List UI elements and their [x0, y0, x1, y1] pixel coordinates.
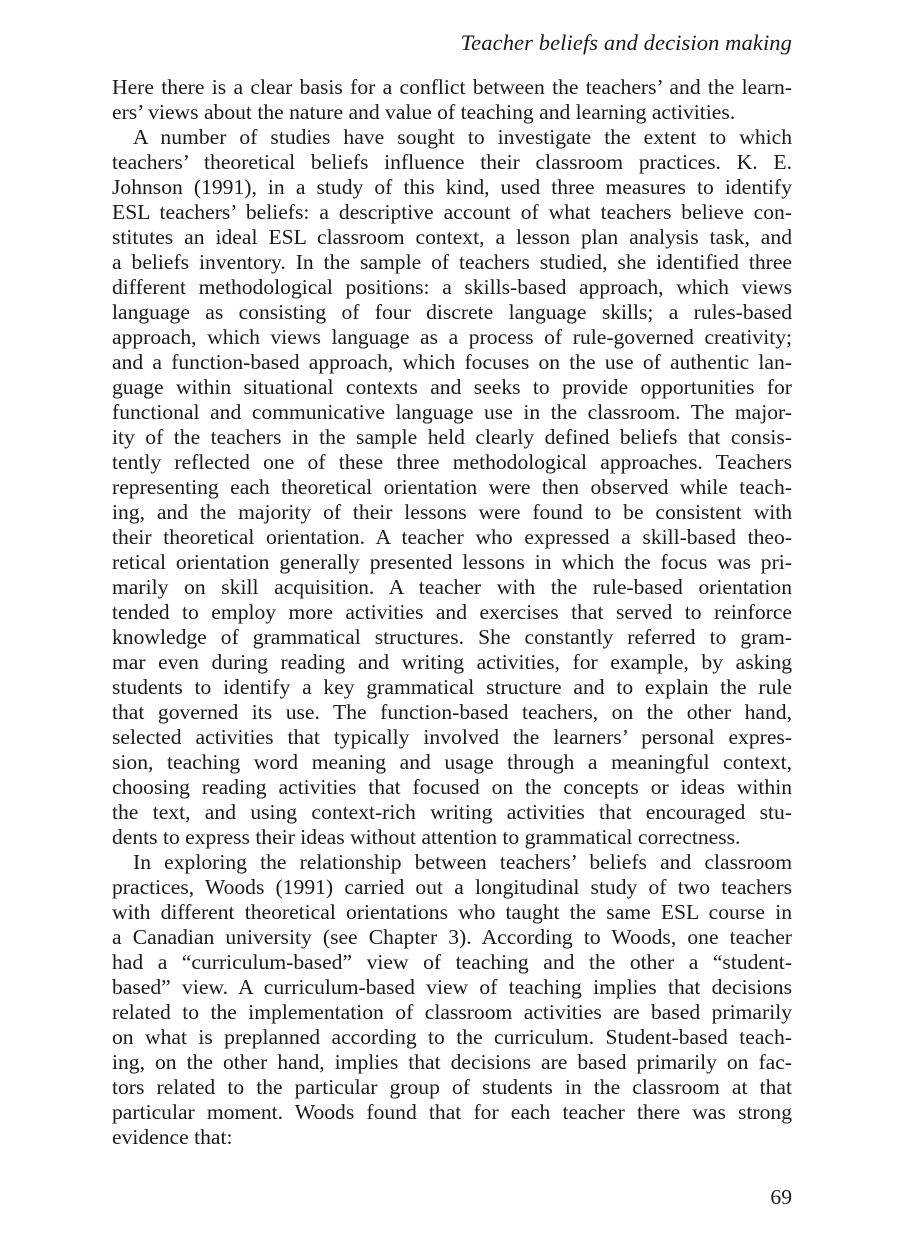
text-line: a beliefs inventory. In the sample of teachers studied, she identified three — [112, 250, 792, 274]
paragraph — [112, 75, 792, 125]
text-line: had a “curriculum-based” view of teaching and the other a “student- — [112, 950, 792, 974]
text-line: and a function-based approach, which focuses on the use of authentic lan- — [112, 350, 792, 374]
text-line: teachers’ theoretical beliefs influence their classroom practices. K. E. — [112, 150, 792, 174]
text-line: a Canadian university (see Chapter 3). According to Woods, one teacher — [112, 925, 792, 949]
text-line: particular moment. Woods found that for each teacher there was strong — [112, 1100, 792, 1124]
text-line: ity of the teachers in the sample held clearly defined beliefs that consis- — [112, 425, 792, 449]
text-line: ESL teachers’ beliefs: a descriptive account of what teachers believe con- — [112, 200, 792, 224]
text-line: guage within situational contexts and seeks to provide opportunities for — [112, 375, 792, 399]
text-line: evidence that: — [112, 1125, 233, 1149]
text-line: tors related to the particular group of students in the classroom at that — [112, 1075, 792, 1099]
text-line: Johnson (1991), in a study of this kind, used three measures to identify — [112, 175, 792, 199]
text-line: representing each theoretical orientation were then observed while teach- — [112, 475, 792, 499]
text-line: language as consisting of four discrete language skills; a rules-based — [112, 300, 792, 324]
text-line: with different theoretical orientations who taught the same ESL course in — [112, 900, 792, 924]
text-line: tended to employ more activities and exercises that served to reinforce — [112, 600, 792, 624]
text-line: retical orientation generally presented lessons in which the focus was pri- — [112, 550, 792, 574]
text-line: ing, and the majority of their lessons were found to be consistent with — [112, 500, 792, 524]
text-line: sion, teaching word meaning and usage through a meaningful context, — [112, 750, 792, 774]
text-line: In exploring the relationship between teachers’ beliefs and classroom — [133, 850, 792, 874]
paragraph — [112, 125, 792, 850]
paragraph — [112, 850, 792, 1150]
text-line: practices, Woods (1991) carried out a longitudinal study of two teachers — [112, 875, 792, 899]
text-line: ers’ views about the nature and value of teaching and learning activities. — [112, 100, 736, 124]
text-line: marily on skill acquisition. A teacher with the rule-based orientation — [112, 575, 792, 599]
text-line: functional and communicative language use in the classroom. The major- — [112, 400, 792, 424]
text-line: Here there is a clear basis for a conflict between the teachers’ and the learn- — [112, 75, 792, 99]
body-text — [112, 75, 792, 1150]
text-line: their theoretical orientation. A teacher who expressed a skill-based theo- — [112, 525, 792, 549]
text-line: selected activities that typically involved the learners’ personal expres- — [112, 725, 792, 749]
text-line: A number of studies have sought to investigate the extent to which — [133, 125, 792, 149]
text-line: knowledge of grammatical structures. She constantly referred to gram- — [112, 625, 792, 649]
text-line: dents to express their ideas without attention to grammatical correctness. — [112, 825, 741, 849]
text-line: tently reflected one of these three methodological approaches. Teachers — [112, 450, 792, 474]
text-line: ing, on the other hand, implies that decisions are based primarily on fac- — [112, 1050, 792, 1074]
text-line: choosing reading activities that focused on the concepts or ideas within — [112, 775, 792, 799]
text-line: students to identify a key grammatical structure and to explain the rule — [112, 675, 792, 699]
text-line: mar even during reading and writing activities, for example, by asking — [112, 650, 792, 674]
text-line: related to the implementation of classroom activities are based primarily — [112, 1000, 792, 1024]
text-line: on what is preplanned according to the curriculum. Student-based teach- — [112, 1025, 792, 1049]
running-header: Teacher beliefs and decision making — [460, 30, 792, 55]
text-line: that governed its use. The function-based teachers, on the other hand, — [112, 700, 792, 724]
text-line: approach, which views language as a process of rule-governed creativity; — [112, 325, 792, 349]
text-line: based” view. A curriculum-based view of teaching implies that decisions — [112, 975, 792, 999]
text-line: the text, and using context-rich writing activities that encouraged stu- — [112, 800, 792, 824]
text-line: stitutes an ideal ESL classroom context, a lesson plan analysis task, and — [112, 225, 792, 249]
page-number: 69 — [770, 1185, 792, 1209]
text-line: different methodological positions: a skills-based approach, which views — [112, 275, 792, 299]
